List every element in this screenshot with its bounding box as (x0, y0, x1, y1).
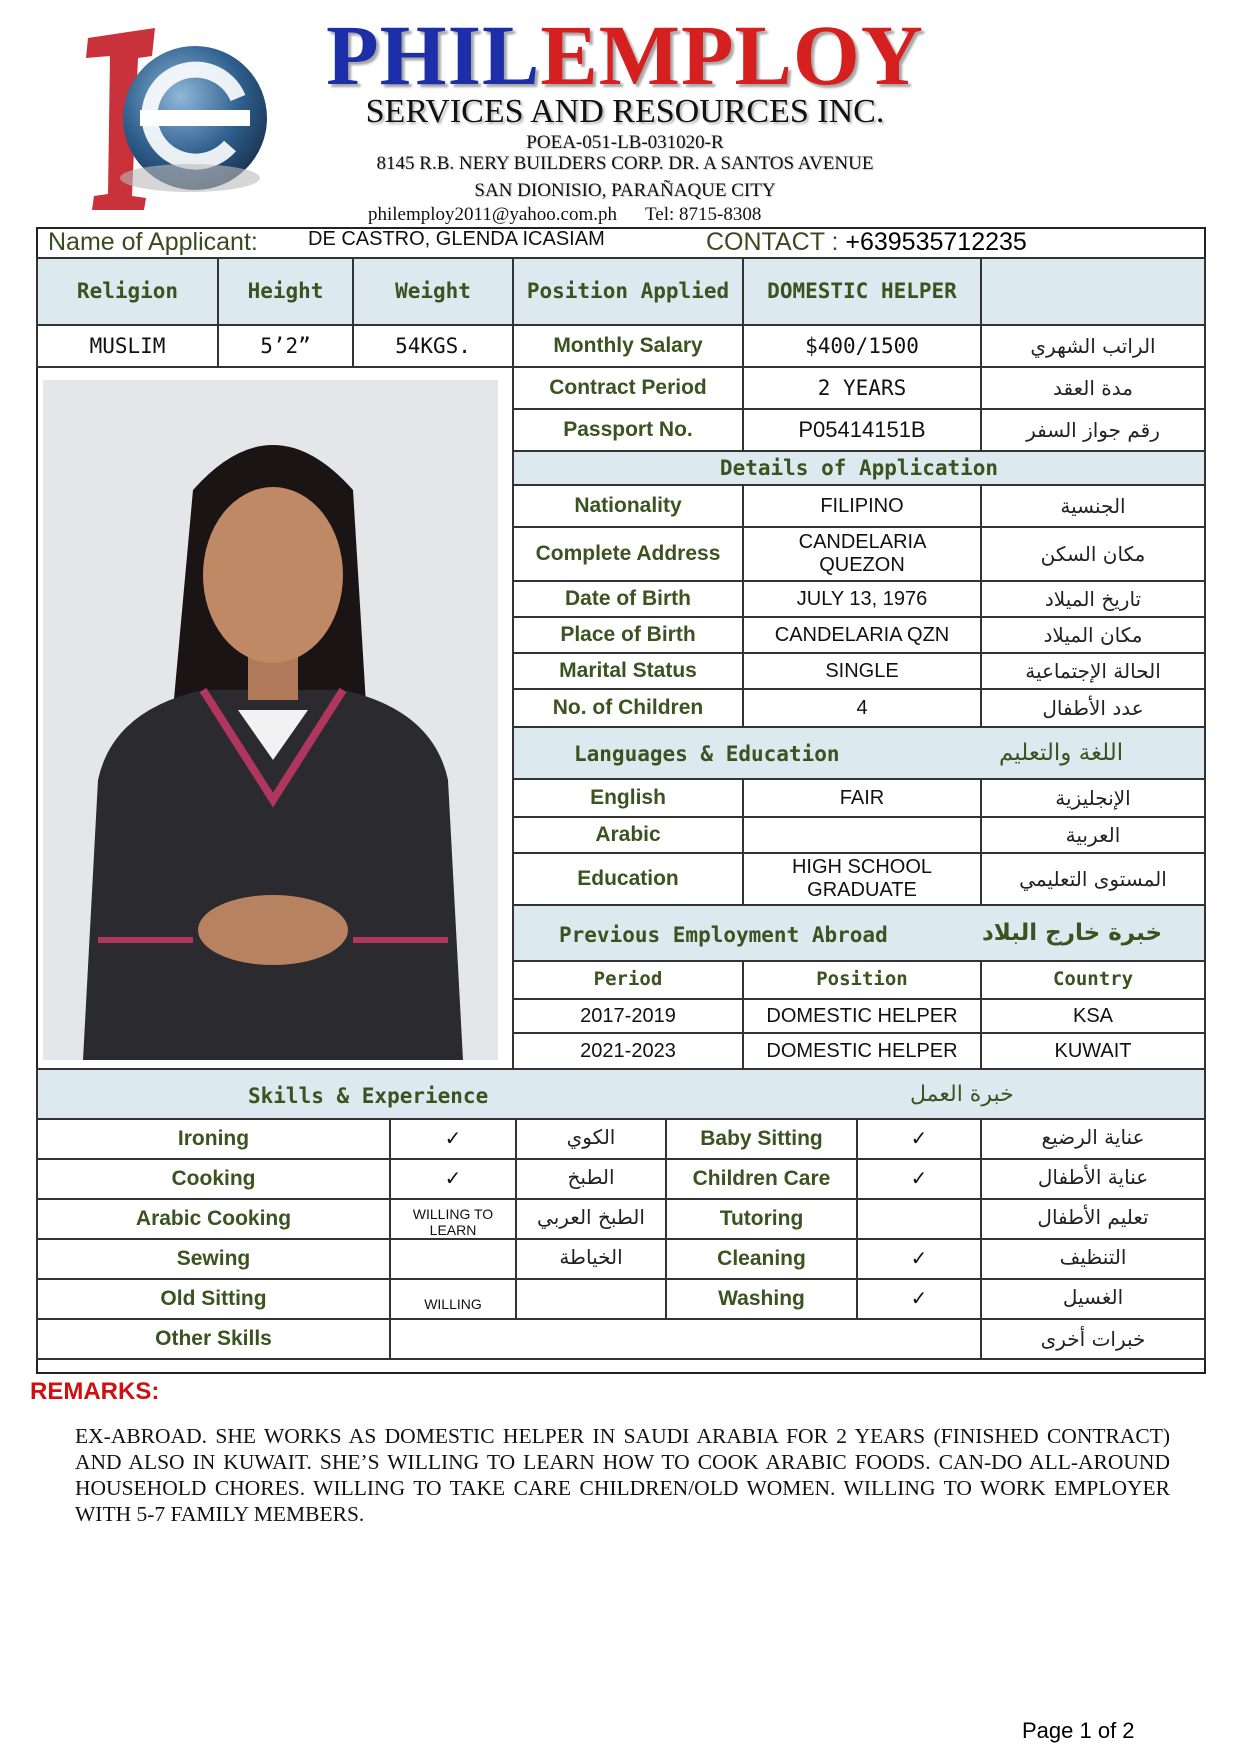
skill-label: Arabic Cooking (36, 1198, 391, 1240)
employment-title-arabic: خبرة خارج البلاد (982, 920, 1163, 946)
company-brand (300, 7, 950, 130)
education-value: HIGH SCHOOL GRADUATE (742, 852, 982, 906)
page-number: Page 1 of 2 (1022, 1718, 1135, 1743)
skill-arabic: التنظيف (980, 1238, 1206, 1280)
skill-arabic (515, 1278, 667, 1320)
nationality-label: Nationality (512, 484, 744, 528)
applicant-contact: CONTACT : +639535712235 (706, 228, 1027, 256)
skills-title: Skills & Experience (248, 1084, 489, 1108)
children-label: No. of Children (512, 688, 744, 728)
employment-position: DOMESTIC HELPER (742, 1032, 982, 1070)
header-empty-cell (980, 257, 1206, 326)
other-skills-arabic: خبرات أخرى (980, 1318, 1206, 1360)
dob-arabic: تاريخ الميلاد (980, 580, 1206, 618)
pob-arabic: مكان الميلاد (980, 616, 1206, 654)
employment-title: Previous Employment Abroad (559, 923, 888, 947)
position-applied-value: DOMESTIC HELPER (742, 257, 982, 326)
contract-period-label: Contract Period (512, 366, 744, 410)
weight-value: 54KGS. (352, 324, 514, 368)
skill-arabic: عناية الأطفال (980, 1158, 1206, 1200)
skill-arabic: الطبخ (515, 1158, 667, 1200)
skills-section-header (36, 1068, 1206, 1120)
languages-title: Languages & Education (574, 742, 840, 766)
applicant-row (38, 228, 1204, 258)
remarks-title: REMARKS: (30, 1378, 160, 1405)
marital-status-arabic: الحالة الإجتماعية (980, 652, 1206, 690)
english-value: FAIR (742, 778, 982, 818)
passport-label: Passport No. (512, 408, 744, 452)
english-arabic: الإنجليزية (980, 778, 1206, 818)
monthly-salary-value: $400/1500 (742, 324, 982, 368)
marital-status-label: Marital Status (512, 652, 744, 690)
skill-label: Old Sitting (36, 1278, 391, 1320)
address-label: Complete Address (512, 526, 744, 582)
skill-check: WILLING (389, 1278, 517, 1320)
skill-label: Tutoring (665, 1198, 858, 1240)
skill-arabic: الطبخ العربي (515, 1198, 667, 1240)
position-column-header: Position (742, 960, 982, 1000)
other-skills-label: Other Skills (36, 1318, 391, 1360)
children-arabic: عدد الأطفال (980, 688, 1206, 728)
skill-check (389, 1238, 517, 1280)
license-number: POEA-051-LB-031020-R (526, 132, 724, 153)
employment-period: 2017-2019 (512, 998, 744, 1034)
languages-section-header (512, 726, 1206, 780)
address-value: CANDELARIA QUEZON (742, 526, 982, 582)
contract-period-arabic: مدة العقد (980, 366, 1206, 410)
skill-check: ✓ (856, 1238, 982, 1280)
remarks-text: EX-ABROAD. SHE WORKS AS DOMESTIC HELPER IN SAUDI ARABIA FOR 2 YEARS (FINISHED CONTRACT) AND ALSO IN KUWAIT. SHE’S WILLING TO LEARN HOW TO COOK ARABIC FOODS. CAN-DO ALL-AROUND HOUSEHOLD CHORES. WILLING TO TAKE CARE CHILDREN/OLD WOMEN. WILLING TO WORK EMPLOYER WITH 5-7 FAMILY MEMBERS. (75, 1424, 1170, 1526)
monthly-salary-label: Monthly Salary (512, 324, 744, 368)
position-applied-header: Position Applied (512, 257, 744, 326)
address-line-2: SAN DIONISIO, PARAÑAQUE CITY (474, 180, 776, 201)
country-column-header: Country (980, 960, 1206, 1000)
passport-value: P05414151B (742, 408, 982, 452)
education-arabic: المستوى التعليمي (980, 852, 1206, 906)
employment-country: KUWAIT (980, 1032, 1206, 1070)
company-logo (80, 18, 280, 213)
marital-status-value: SINGLE (742, 652, 982, 690)
religion-value: MUSLIM (36, 324, 219, 368)
skill-label: Cooking (36, 1158, 391, 1200)
skill-label: Children Care (665, 1158, 858, 1200)
children-value: 4 (742, 688, 982, 728)
arabic-value (742, 816, 982, 854)
address-arabic: مكان السكن (980, 526, 1206, 582)
employment-position: DOMESTIC HELPER (742, 998, 982, 1034)
skills-title-arabic: خبرة العمل (910, 1082, 1014, 1107)
details-section-title: Details of Application (512, 450, 1206, 486)
address-line-1: 8145 R.B. NERY BUILDERS CORP. DR. A SANTOS AVENUE (376, 153, 874, 174)
nationality-value: FILIPINO (742, 484, 982, 528)
company-email: philemploy2011@yahoo.com.ph (368, 204, 617, 225)
employment-period: 2021-2023 (512, 1032, 744, 1070)
skill-check: ✓ (389, 1158, 517, 1200)
arabic-arabic: العربية (980, 816, 1206, 854)
weight-header: Weight (352, 257, 514, 326)
passport-arabic: رقم جواز السفر (980, 408, 1206, 452)
skill-label: Cleaning (665, 1238, 858, 1280)
skill-check: ✓ (856, 1158, 982, 1200)
skill-label: Baby Sitting (665, 1118, 858, 1160)
nationality-arabic: الجنسية (980, 484, 1206, 528)
company-tel: Tel: 8715-8308 (645, 204, 762, 225)
applicant-name-label: Name of Applicant: (48, 228, 258, 256)
skill-arabic: الغسيل (980, 1278, 1206, 1320)
company-subtitle: SERVICES AND RESOURCES INC. (365, 93, 885, 130)
height-value: 5’2” (217, 324, 354, 368)
skill-arabic: الخياطة (515, 1238, 667, 1280)
skill-check: ✓ (389, 1118, 517, 1160)
arabic-label: Arabic (512, 816, 744, 854)
religion-header: Religion (36, 257, 219, 326)
dob-label: Date of Birth (512, 580, 744, 618)
pob-label: Place of Birth (512, 616, 744, 654)
skill-check: ✓ (856, 1118, 982, 1160)
skill-arabic: الكوي (515, 1118, 667, 1160)
other-skills-value (389, 1318, 982, 1360)
applicant-photo (43, 380, 498, 1060)
skill-arabic: تعليم الأطفال (980, 1198, 1206, 1240)
skill-label: Washing (665, 1278, 858, 1320)
skill-arabic: عناية الرضيع (980, 1118, 1206, 1160)
english-label: English (512, 778, 744, 818)
skill-label: Ironing (36, 1118, 391, 1160)
contact-line (368, 204, 789, 226)
monthly-salary-arabic: الراتب الشهري (980, 324, 1206, 368)
skill-label: Sewing (36, 1238, 391, 1280)
languages-title-arabic: اللغة والتعليم (999, 740, 1124, 766)
pob-value: CANDELARIA QZN (742, 616, 982, 654)
company-name: PHILEMPLOY (326, 7, 924, 103)
education-label: Education (512, 852, 744, 906)
contract-period-value: 2 YEARS (742, 366, 982, 410)
skill-check: ✓ (856, 1278, 982, 1320)
skill-check: WILLING TO LEARN (389, 1198, 517, 1240)
dob-value: JULY 13, 1976 (742, 580, 982, 618)
height-header: Height (217, 257, 354, 326)
period-column-header: Period (512, 960, 744, 1000)
employment-country: KSA (980, 998, 1206, 1034)
skill-check (856, 1198, 982, 1240)
employment-section-header (512, 904, 1206, 962)
applicant-name: DE CASTRO, GLENDA ICASIAM (308, 228, 605, 250)
